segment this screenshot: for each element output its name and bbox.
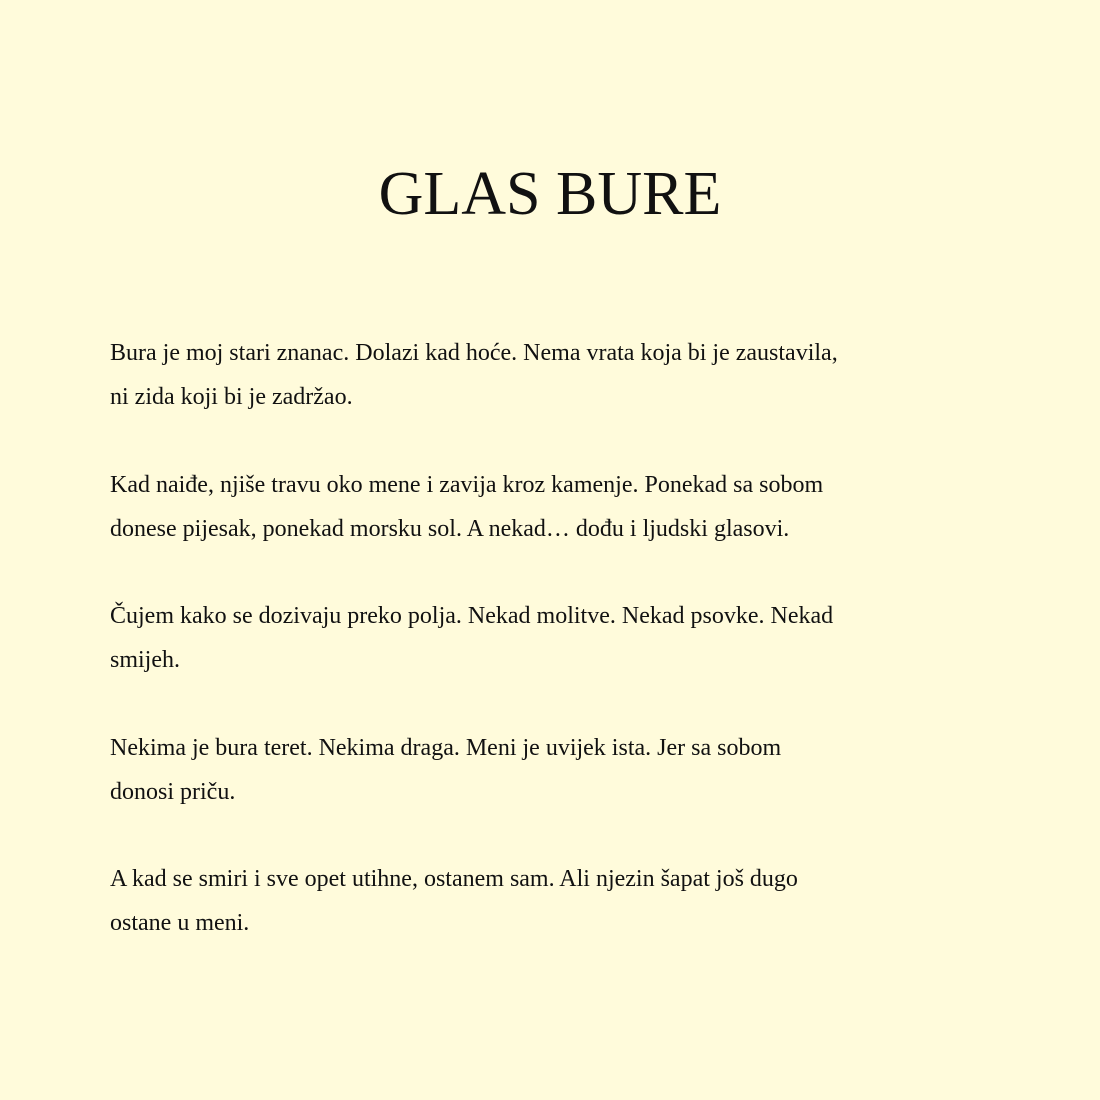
text-line: Čujem kako se dozivaju preko polja. Nekad molitve. Nekad psovke. Nekad (110, 603, 834, 629)
text-line: ostane u meni. (110, 910, 250, 936)
paragraph-2 (110, 463, 990, 551)
text-line: donese pijesak, ponekad morsku sol. A nekad… dođu i ljudski glasovi. (110, 515, 790, 542)
text-line: smijeh. (110, 647, 180, 673)
text-line: Kad naiđe, njiše travu oko mene i zavija kroz kamenje. Ponekad sa sobom (110, 471, 824, 498)
paragraph-5 (110, 857, 990, 945)
text-line: ni zida koji bi je zadržao. (110, 384, 353, 410)
story-body (110, 331, 990, 989)
page-title: GLAS BURE (378, 160, 722, 228)
paragraph-3 (110, 594, 990, 682)
text-line: A kad se smiri i sve opet utihne, ostanem sam. Ali njezin šapat još dugo (110, 866, 798, 892)
text-line: donosi priču. (110, 778, 236, 805)
text-line: Bura je moj stari znanac. Dolazi kad hoće. Nema vrata koja bi je zaustavila, (110, 340, 838, 366)
paragraph-1 (110, 331, 990, 419)
paragraph-4 (110, 726, 990, 814)
text-line: Nekima je bura teret. Nekima draga. Meni je uvijek ista. Jer sa sobom (110, 734, 782, 761)
